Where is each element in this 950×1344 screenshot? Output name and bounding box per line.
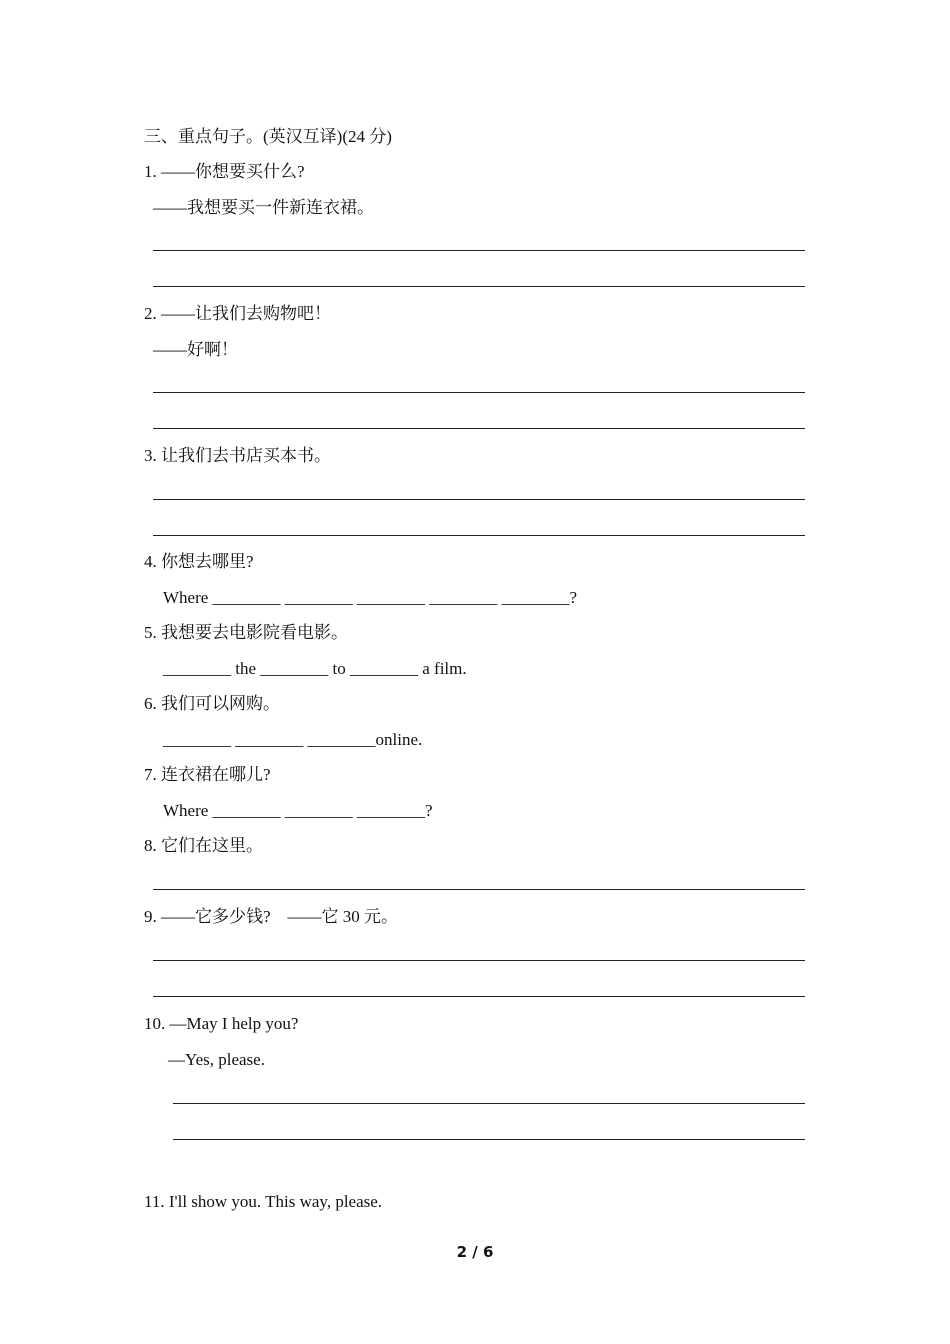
question-7-prompt: 7. 连衣裙在哪儿? (144, 765, 271, 784)
question-5-fill-in[interactable]: ________ the ________ to ________ a film. (163, 659, 467, 678)
page-number: 2 / 6 (456, 1243, 494, 1261)
question-2-prompt: 2. ——让我们去购物吧！ (144, 304, 331, 323)
answer-line[interactable] (173, 1139, 805, 1140)
question-5-prompt: 5. 我想要去电影院看电影。 (144, 623, 348, 642)
section-title: 三、重点句子。(英汉互译)(24 分) (144, 127, 392, 146)
answer-line[interactable] (153, 250, 805, 251)
answer-line[interactable] (153, 286, 805, 287)
question-2-reply: ——好啊！ (153, 340, 238, 359)
question-11-prompt: 11. I'll show you. This way, please. (144, 1192, 383, 1211)
answer-line[interactable] (153, 535, 805, 536)
question-6-prompt: 6. 我们可以网购。 (144, 694, 280, 713)
question-3-prompt: 3. 让我们去书店买本书。 (144, 446, 331, 465)
question-7-fill-in[interactable]: Where ________ ________ ________? (163, 801, 433, 820)
question-1-reply: ——我想要买一件新连衣裙。 (153, 198, 374, 217)
answer-line[interactable] (153, 889, 805, 890)
question-4-fill-in[interactable]: Where ________ ________ ________ ________ ________? (163, 588, 578, 607)
question-10-reply: —Yes, please. (168, 1050, 265, 1069)
answer-line[interactable] (153, 499, 805, 500)
answer-line[interactable] (173, 1103, 805, 1104)
answer-line[interactable] (153, 392, 805, 393)
answer-line[interactable] (153, 960, 805, 961)
question-6-fill-in[interactable]: ________ ________ ________online. (163, 730, 423, 749)
question-1-prompt: 1. ——你想要买什么? (144, 162, 305, 181)
question-4-prompt: 4. 你想去哪里? (144, 552, 254, 571)
question-9-prompt: 9. ——它多少钱? ——它 30 元。 (144, 907, 399, 926)
question-8-prompt: 8. 它们在这里。 (144, 836, 263, 855)
question-10-prompt: 10. —May I help you? (144, 1014, 299, 1033)
answer-line[interactable] (153, 996, 805, 997)
answer-line[interactable] (153, 428, 805, 429)
